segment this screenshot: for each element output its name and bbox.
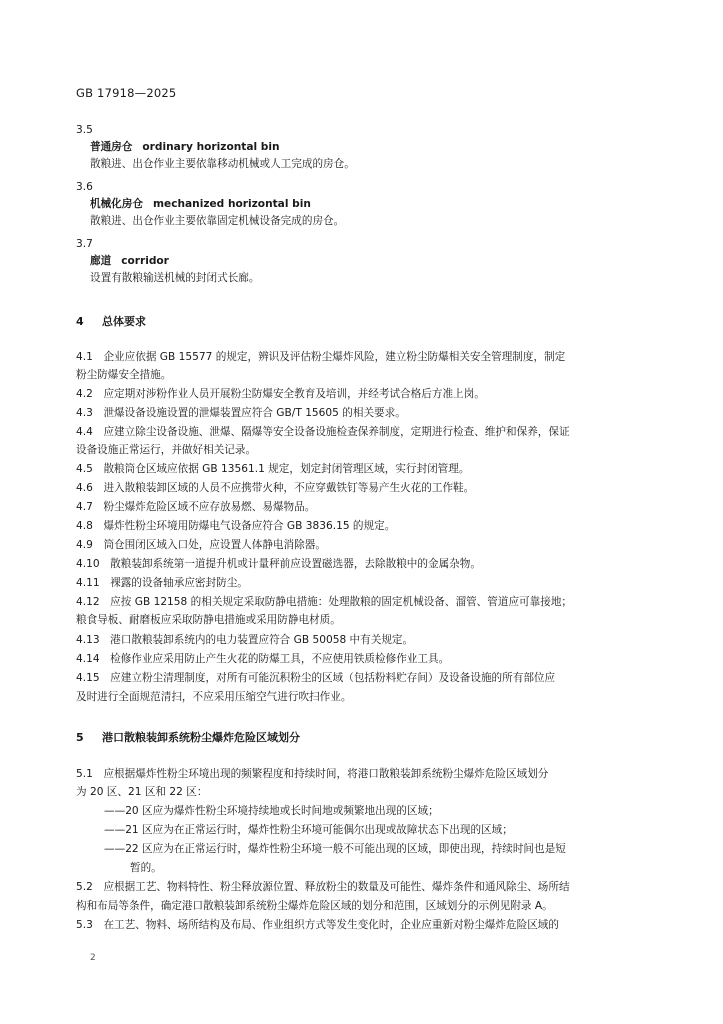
clause-line: 4.1 企业应依据 GB 15577 的规定，辨识及评估粉尘爆炸风险，建立粉尘防爆相关安全管理制度，制定 (76, 351, 566, 363)
clause-line: 及时进行全面规范清扫，不应采用压缩空气进行吹扫作业。 (76, 691, 352, 703)
page-number: 2 (90, 953, 96, 963)
section-title: 港口散粮装卸系统粉尘爆炸危险区域划分 (102, 731, 300, 744)
clause-line: 4.14 检修作业应采用防止产生火花的防爆工具，不应使用铁质检修作业工具。 (76, 653, 450, 665)
clause-line: 4.8 爆炸性粉尘环境用防爆电气设备应符合 GB 3836.15 的规定。 (76, 520, 396, 532)
term-heading (90, 140, 280, 154)
term-en: mechanized horizontal bin (152, 198, 311, 210)
clause-line: 4.5 散粮筒仓区域应依据 GB 13561.1 规定，划定封闭管理区域，实行封闭管理。 (76, 463, 470, 475)
term-definition: 散粮进、出仓作业主要依靠固定机械设备完成的房仓。 (90, 215, 345, 227)
term-zh: 廊道 (90, 255, 112, 267)
term-heading (90, 254, 169, 268)
clause-line: 4.2 应定期对涉粉作业人员开展粉尘防爆安全教育及培训，并经考试合格后方准上岗。 (76, 388, 485, 400)
list-item-continuation: 暂的。 (130, 862, 162, 874)
list-item: ——20 区应为爆炸性粉尘环境持续地或长时间地或频繁地出现的区域； (104, 805, 439, 817)
section-number: 4 (76, 315, 84, 328)
term-definition: 散粮进、出仓作业主要依靠移动机械或人工完成的房仓。 (90, 158, 355, 170)
clause-line: 4.10 散粮装卸系统第一道提升机或计量秤前应设置磁选器，去除散粮中的金属杂物。 (76, 558, 481, 570)
clause-line: 粉尘防爆安全措施。 (76, 369, 172, 381)
section-number: 5 (76, 731, 84, 744)
section-heading (76, 731, 300, 745)
clause-line: 4.7 粉尘爆炸危险区域不应存放易燃、易爆物品。 (76, 501, 316, 513)
term-zh: 机械化房仓 (90, 198, 143, 210)
clause-line: 5.3 在工艺、物料、场所结构及布局、作业组织方式等发生变化时，企业应重新对粉尘爆炸危险区域的 (76, 919, 559, 931)
term-number: 3.5 (76, 124, 93, 136)
clause-line: 4.3 泄爆设备设施设置的泄爆装置应符合 GB/T 15605 的相关要求。 (76, 407, 406, 419)
clause-line: 5.1 应根据爆炸性粉尘环境出现的频繁程度和持续时间，将港口散粮装卸系统粉尘爆炸危险区域划分 (76, 768, 549, 780)
clause-line: 4.15 应建立粉尘清理制度，对所有可能沉积粉尘的区域（包括粉料贮存间）及设备设施的所有部位应 (76, 672, 556, 684)
list-item: ——21 区应为在正常运行时，爆炸性粉尘环境可能偶尔出现或故障状态下出现的区域； (104, 824, 513, 836)
standard-number: GB 17918—2025 (76, 86, 177, 100)
term-en: ordinary horizontal bin (142, 141, 280, 153)
list-item: ——22 区应为在正常运行时，爆炸性粉尘环境一般不可能出现的区域，即使出现，持续时间也是短 (104, 843, 566, 855)
clause-line: 5.2 应根据工艺、物料特性、粉尘释放源位置、释放粉尘的数量及可能性、爆炸条件和通风除尘、场所结 (76, 881, 570, 893)
section-title: 总体要求 (102, 315, 146, 328)
clause-line: 构和布局等条件，确定港口散粮装卸系统粉尘爆炸危险区域的划分和范围，区域划分的示例见附录 A。 (76, 900, 553, 912)
clause-line: 4.9 筒仓围闭区域入口处，应设置人体静电消除器。 (76, 539, 326, 551)
clause-line: 4.13 港口散粮装卸系统内的电力装置应符合 GB 50058 中有关规定。 (76, 634, 414, 646)
term-en: corridor (121, 255, 169, 267)
term-zh: 普通房仓 (90, 141, 133, 153)
clause-line: 为 20 区、21 区和 22 区： (76, 786, 208, 798)
clause-line: 4.11 裸露的设备轴承应密封防尘。 (76, 577, 248, 589)
clause-line: 4.12 应按 GB 12158 的相关规定采取防静电措施：处理散粮的固定机械设备、溜管、管道应可靠接地； (76, 596, 573, 608)
term-number: 3.6 (76, 181, 93, 193)
term-definition: 设置有散粮输送机械的封闭式长廊。 (90, 272, 260, 284)
term-heading (90, 197, 311, 211)
clause-line: 设备设施正常运行，并做好相关记录。 (76, 444, 257, 456)
clause-line: 4.6 进入散粮装卸区域的人员不应携带火种，不应穿戴铁钉等易产生火花的工作鞋。 (76, 482, 475, 494)
term-number: 3.7 (76, 238, 93, 250)
clause-line: 粮食导板、耐磨板应采取防静电措施或采用防静电材质。 (76, 614, 341, 626)
clause-line: 4.4 应建立除尘设备设施、泄爆、隔爆等安全设备设施检查保养制度，定期进行检查、维护和保养，保证 (76, 426, 570, 438)
section-heading (76, 315, 146, 329)
